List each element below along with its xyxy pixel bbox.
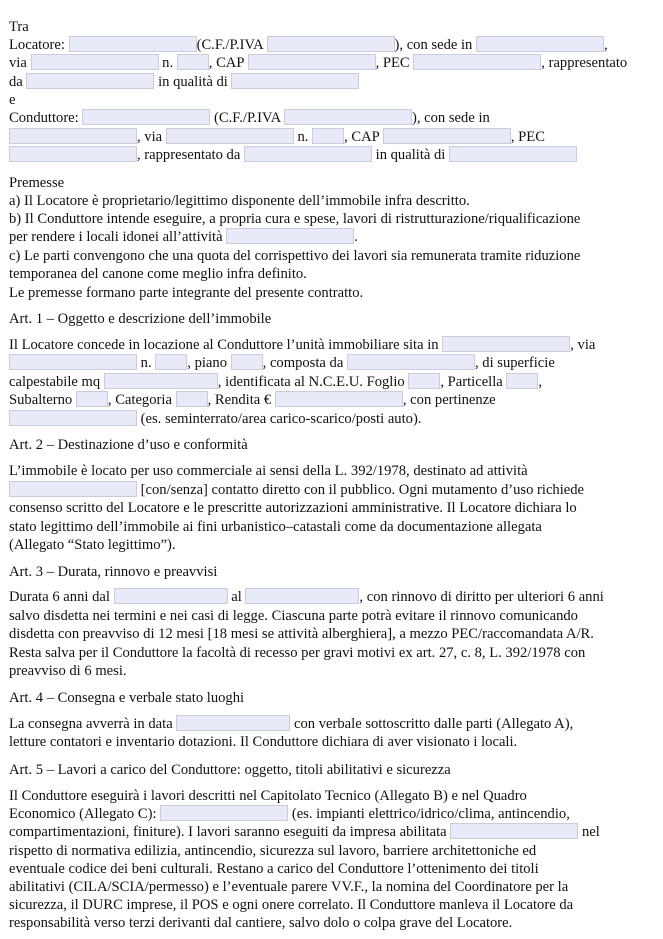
destinazione-attivita-field[interactable] [9, 481, 137, 497]
al-label: al [231, 589, 242, 605]
locatore-n-field[interactable] [177, 54, 209, 70]
art5-line-5: eventuale codice dei beni culturali. Restano a carico del Conduttore l’ottenimento dei titoli [9, 861, 539, 877]
comma-text: , [538, 374, 543, 390]
art1-l1-text: Il Locatore concede in locazione al Conduttore l’unità immobiliare sita in [9, 337, 439, 353]
premesse-b-text: per rendere i locali idonei all’attività [9, 229, 223, 245]
locatore-qualita-field[interactable] [231, 73, 359, 89]
locatore-rappresentante-field[interactable] [26, 73, 154, 89]
conduttore-line-3 [9, 146, 577, 164]
art5-line-4: rispetto di normativa edilizia, antincendio, sicurezza sul lavoro, barriere architettoniche ed [9, 843, 537, 859]
lavori-note: (es. impianti elettrico/idrico/clima, antincendio, [291, 806, 570, 822]
locatore-name-field[interactable] [69, 36, 197, 52]
art5-line-1: Il Conduttore eseguirà i lavori descritti nel Capitolato Tecnico (Allegato B) e nel Quadro [9, 788, 527, 804]
superficie-label: , di superficie [474, 355, 555, 371]
art5-line-2 [9, 805, 570, 823]
comma-text: , [604, 37, 608, 53]
art1-line-4 [9, 391, 496, 409]
art4-line-1 [9, 715, 573, 733]
impresa-field[interactable] [450, 823, 578, 839]
economico-label: Economico (Allegato C): [9, 806, 157, 822]
conduttore-cf-field[interactable] [284, 109, 412, 125]
art5-heading: Art. 5 – Lavori a carico del Conduttore: oggetto, titoli abilitativi e sicurezza [9, 762, 451, 778]
e-label: e [9, 92, 16, 108]
art3-line-1 [9, 588, 604, 606]
locatore-via-label: via [9, 55, 27, 71]
premesse-c-line-1: c) Le parti convengono che una quota del corrispettivo dei lavori sia remunerata tramite riduzione [9, 248, 581, 264]
locatore-cf-label: (C.F./P.IVA [196, 37, 263, 53]
mq-field[interactable] [104, 373, 218, 389]
conduttore-cap-label: , CAP [344, 129, 380, 145]
art2-l2-text: [con/senza] contatto diretto con il pubblico. Ogni mutamento d’uso richiede [140, 482, 585, 498]
art2-line-4: stato legittimo dell’immobile ai fini urbanistico–catastali come da documentazione allegata [9, 519, 542, 535]
conduttore-via-label: , via [137, 129, 163, 145]
art1-line-3 [9, 373, 542, 391]
tra-label: Tra [9, 19, 29, 35]
art2-line-3: consenso scritto del Locatore e le prescritte autorizzazioni amministrative. Il Locatore dichiara lo [9, 500, 577, 516]
art1-via-label: , via [570, 337, 596, 353]
parties-e [9, 91, 15, 109]
ubicazione-field[interactable] [442, 336, 570, 352]
composta-field[interactable] [347, 354, 475, 370]
attivita-field[interactable] [226, 228, 354, 244]
pertinenze-field[interactable] [9, 410, 137, 426]
locatore-cap-field[interactable] [248, 54, 376, 70]
subalterno-field[interactable] [76, 391, 108, 407]
verbale-text: con verbale sottoscritto dalle parti (Allegato A), [294, 716, 574, 732]
conduttore-via-field[interactable] [166, 128, 294, 144]
art1-n-field[interactable] [155, 354, 187, 370]
art3-line-2: salvo disdetta nei termini e nei casi di legge. Ciascuna parte potrà evitare il rinnovo comunicando [9, 608, 578, 624]
particella-field[interactable] [506, 373, 538, 389]
period-text: . [354, 229, 358, 245]
locatore-da-label: da [9, 74, 23, 90]
data-consegna-field[interactable] [176, 715, 290, 731]
premesse-b-line-2 [9, 228, 358, 246]
art5-line-6: abilitativi (CILA/SCIA/permesso) e l’eventuale parere VV.F., la nomina del Coordinatore per la [9, 879, 569, 895]
conduttore-cap-field[interactable] [383, 128, 511, 144]
rendita-label: , Rendita € [207, 392, 272, 408]
conduttore-qualita-label: in qualità di [375, 147, 446, 163]
art3-line-4: Resta salva per il Conduttore la facoltà di recesso per gravi motivi ex art. 27, c. 8, L. 392/1978 con [9, 645, 586, 661]
premesse-c-line-2: temporanea del canone come meglio infra definito. [9, 266, 307, 282]
particella-label: , Particella [440, 374, 503, 390]
conduttore-rappresentante-field[interactable] [244, 146, 372, 162]
art1-line-2 [9, 354, 555, 372]
lavori-field[interactable] [160, 805, 288, 821]
categoria-field[interactable] [176, 391, 208, 407]
locatore-cap-label: , CAP [208, 55, 244, 71]
piano-label: , piano [187, 355, 227, 371]
pertinenze-label: , con pertinenze [402, 392, 496, 408]
locatore-line-3 [9, 73, 359, 91]
locatore-line-1 [9, 36, 608, 54]
parties-tra [9, 18, 29, 36]
consegna-label: La consegna avverrà in data [9, 716, 173, 732]
locatore-label: Locatore: [9, 37, 65, 53]
art1-n-label: n. [140, 355, 152, 371]
rendita-field[interactable] [275, 391, 403, 407]
art5-line-3 [9, 823, 600, 841]
locatore-sede-label: ), con sede in [394, 37, 473, 53]
locatore-pec-label: , PEC [375, 55, 410, 71]
conduttore-n-label: n. [297, 129, 309, 145]
foglio-field[interactable] [408, 373, 440, 389]
conduttore-sede-field[interactable] [9, 128, 137, 144]
conduttore-sede-label: ), con sede in [412, 110, 490, 126]
categoria-label: , Categoria [107, 392, 172, 408]
locatore-cf-field[interactable] [267, 36, 395, 52]
art2-heading: Art. 2 – Destinazione d’uso e conformità [9, 437, 248, 453]
conduttore-pec-label: , PEC [510, 129, 545, 145]
premesse-closing: Le premesse formano parte integrante del presente contratto. [9, 285, 364, 301]
art3-line-3: disdetta con preavviso di 12 mesi [18 mesi se attività alberghiera], a mezzo PEC/raccomandata A/R. [9, 626, 594, 642]
premesse-title: Premesse [9, 175, 65, 191]
locatore-line-2 [9, 54, 627, 72]
locatore-n-label: n. [162, 55, 174, 71]
mq-label: calpestabile mq [9, 374, 101, 390]
composta-label: , composta da [262, 355, 344, 371]
impresa-text: compartimentazioni, finiture). I lavori saranno eseguiti da impresa abilitata [9, 824, 447, 840]
pertinenze-note: (es. seminterrato/area carico-scarico/posti auto). [140, 411, 422, 427]
art2-line-2 [9, 481, 584, 499]
art2-line-1: L’immobile è locato per uso commerciale ai sensi della L. 392/1978, destinato ad attività [9, 463, 528, 479]
conduttore-rappresentato-label: , rappresentato da [137, 147, 241, 163]
foglio-label: , identificata al N.C.E.U. Foglio [217, 374, 405, 390]
data-inizio-field[interactable] [114, 588, 228, 604]
data-fine-field[interactable] [245, 588, 359, 604]
art5-line-7: sicurezza, il DURC imprese, il POS e ogni onere correlato. Il Conduttore manleva il Locatore da [9, 897, 574, 913]
art5-line-8: responsabilità verso terzi derivanti dal cantiere, salvo dolo o colpa grave del Locatore. [9, 915, 513, 931]
nel-text: nel [581, 824, 600, 840]
locatore-sede-field[interactable] [476, 36, 604, 52]
conduttore-cf-label: (C.F./P.IVA [214, 110, 281, 126]
conduttore-qualita-field[interactable] [449, 146, 577, 162]
conduttore-pec-field[interactable] [9, 146, 137, 162]
art1-line-1 [9, 336, 595, 354]
art1-line-5 [9, 410, 421, 428]
subalterno-label: Subalterno [9, 392, 73, 408]
art2-line-5: (Allegato “Stato legittimo”). [9, 537, 176, 553]
conduttore-n-field[interactable] [312, 128, 344, 144]
locatore-rappresentato-label: , rappresentato [541, 55, 628, 71]
art3-heading: Art. 3 – Durata, rinnovo e preavvisi [9, 564, 218, 580]
locatore-pec-field[interactable] [413, 54, 541, 70]
art1-heading: Art. 1 – Oggetto e descrizione dell’immobile [9, 311, 272, 327]
conduttore-line-1 [9, 109, 490, 127]
conduttore-line-2 [9, 128, 545, 146]
premesse-b-line-1: b) Il Conduttore intende eseguire, a propria cura e spese, lavori di ristrutturazione/riqualificazione [9, 211, 581, 227]
art1-via-field[interactable] [9, 354, 137, 370]
premesse-a: a) Il Locatore è proprietario/legittimo disponente dell’immobile infra descritto. [9, 193, 470, 209]
durata-label: Durata 6 anni dal [9, 589, 110, 605]
conduttore-name-field[interactable] [82, 109, 210, 125]
conduttore-label: Conduttore: [9, 110, 79, 126]
art4-heading: Art. 4 – Consegna e verbale stato luoghi [9, 690, 245, 706]
art4-line-2: letture contatori e inventario dotazioni. Il Conduttore dichiara di aver visionato i locali. [9, 734, 518, 750]
locatore-via-field[interactable] [31, 54, 159, 70]
piano-field[interactable] [231, 354, 263, 370]
rinnovo-text: , con rinnovo di diritto per ulteriori 6 anni [359, 589, 604, 605]
locatore-qualita-label: in qualità di [158, 74, 228, 90]
art3-line-5: preavviso di 6 mesi. [9, 663, 127, 679]
